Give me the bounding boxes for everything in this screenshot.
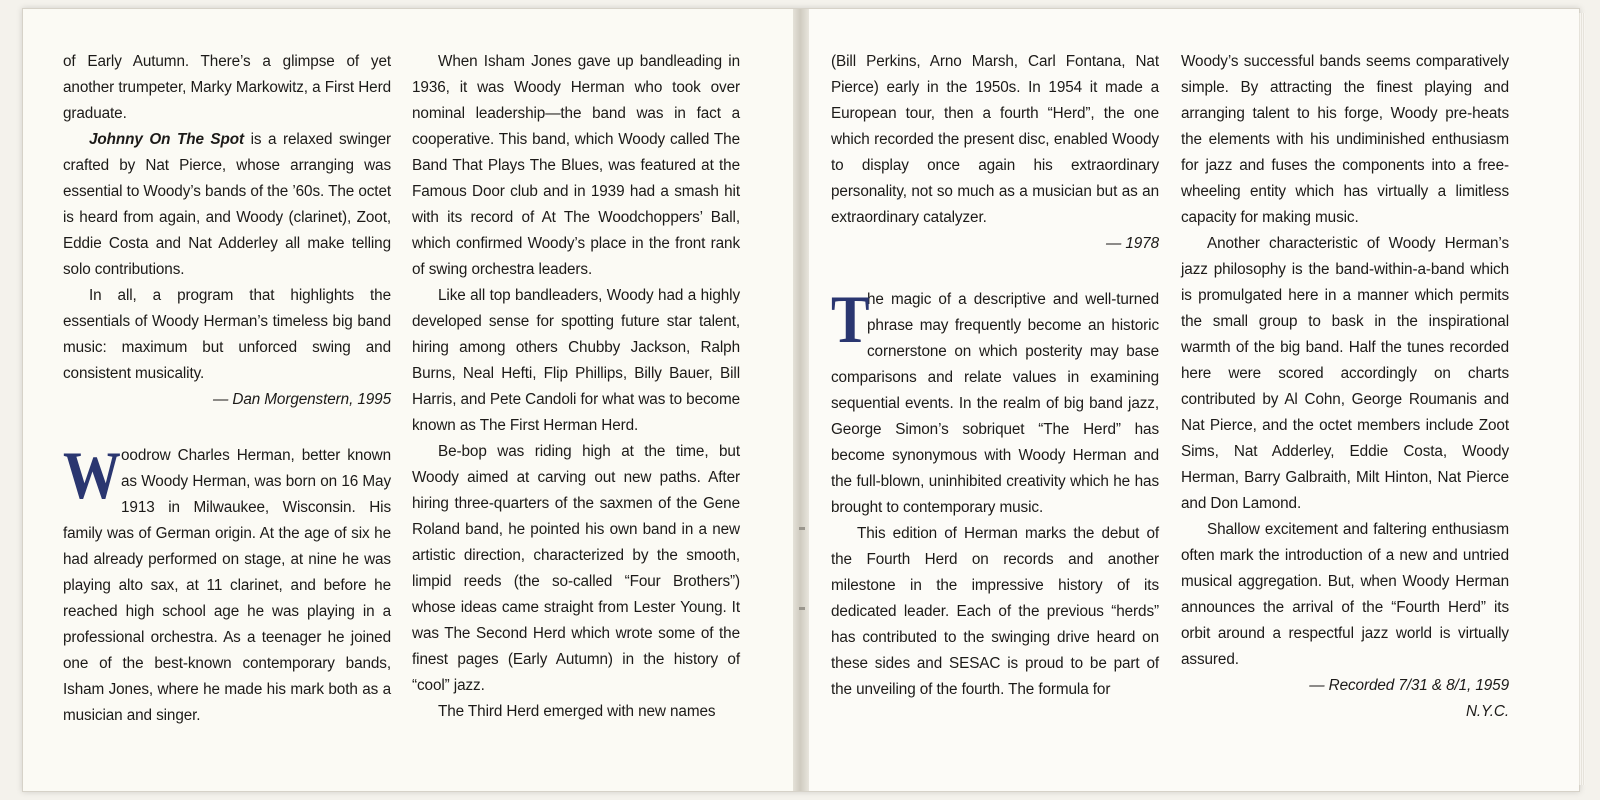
- drop-cap: T: [831, 281, 870, 357]
- drop-cap: W: [63, 437, 121, 513]
- staple: [799, 527, 805, 530]
- paragraph: Another characteristic of Woody Herman’s jazz philosophy is the band-within-a-band which is promulgated here in a manner which permits the small group to bask in the inspirational warmth of the big band. Half the tunes recorded here were scored accordingly on charts contributed by Al Cohn, George Roumanis and Nat Pierce, and the octet members include Zoot Sims, Nat Adderley, Eddie Costa, Woody Herman, Barry Galbraith, Milt Hinton, Nat Pierce and Don Lamond.: [1181, 235, 1509, 512]
- paragraph: Be-bop was riding high at the time, but Woody aimed at carving out new paths. After hiring three-quarters of the saxmen of the Gene Roland band, he pointed his own band in a new artistic direction, characterized by the smooth, limpid reeds (the so-called “Four Brothers”) whose ideas came straight from Lester Young. It was The Second Herd which wrote some of the finest pages (Early Autumn) in the history of “cool” jazz.: [412, 443, 740, 694]
- signature: — 1978: [1106, 235, 1159, 252]
- paragraph: Woody’s successful bands seems comparatively simple. By attracting the finest playing and arranging talent to his forge, Woody pre-heats the elements with his undiminished enthusiasm for jazz and fuses the components into a free-wheeling entity which has virtually a limitless capacity for making music.: [1181, 53, 1509, 226]
- paragraph: [831, 281, 1159, 521]
- paragraph: The Third Herd emerged with new names: [438, 703, 716, 720]
- paragraph: Shallow excitement and faltering enthusiasm often mark the introduction of a new and untried musical aggregation. But, when Woody Herman announces the arrival of the “Fourth Herd” its orbit around a respectful jazz world is virtually assured.: [1181, 521, 1509, 668]
- column-3: [831, 49, 1159, 703]
- spine-gutter: [793, 9, 809, 791]
- paragraph-text: oodrow Charles Herman, better known as Woody Herman, was born on 16 May 1913 in Milwaukee, Wisconsin. His family was of German origin. At the age of six he had already performed on stage, at nine he was playing alto sax, at 11 clarinet, and before he reached high school age he was playing in a professional orchestra. As a teenager he joined one of the best-known contemporary bands, Isham Jones, where he made his mark both as a musician and singer.: [63, 447, 391, 724]
- left-page: [23, 9, 793, 791]
- staple: [799, 607, 805, 610]
- paragraph: When Isham Jones gave up bandleading in 1936, it was Woody Herman who took over nominal leadership—the band was in fact a cooperative. This band, which Woody called The Band That Plays The Blues, was featured at the Famous Door club and in 1939 had a smash hit with its record of At The Woodchoppers’ Ball, which confirmed Woody’s place in the front rank of swing orchestra leaders.: [412, 53, 740, 278]
- signature: — Recorded 7/31 & 8/1, 1959: [1309, 677, 1509, 694]
- paragraph-text: is a relaxed swinger crafted by Nat Pierce, whose arranging was essential to Woody’s bands of the ’60s. The octet is heard from again, and Woody (clarinet), Zoot, Eddie Costa and Nat Adderley all make telling solo contributions.: [63, 131, 392, 278]
- page-edges: [1579, 13, 1585, 785]
- paragraph-text: he magic of a descriptive and well-turned phrase may frequently become an historic cornerstone on which posterity may base comparisons and relate values in examining sequential events. In the realm of big band jazz, George Simon’s sobriquet “The Herd” has become synonymous with Woody Herman and the full-blown, uninhibited creativity which he has brought to contemporary music.: [831, 291, 1159, 516]
- column-1: [63, 49, 391, 729]
- paragraph: (Bill Perkins, Arno Marsh, Carl Fontana, Nat Pierce) early in the 1950s. In 1954 it made a European tour, then a fourth “Herd”, the one which recorded the present disc, enabled Woody to display once again his extraordinary personality, not so much as a musician but as an extraordinary catalyzer.: [831, 53, 1159, 226]
- signature: — Dan Morgenstern, 1995: [213, 391, 391, 408]
- column-4: [1181, 49, 1509, 725]
- paragraph: In all, a program that highlights the essentials of Woody Herman’s timeless big band music: maximum but unforced swing and consistent musicality.: [63, 287, 391, 382]
- track-title: Johnny On The Spot: [89, 131, 245, 148]
- paragraph: of Early Autumn. There’s a glimpse of yet another trumpeter, Marky Markowitz, a First Herd graduate.: [63, 53, 391, 122]
- paragraph: Like all top bandleaders, Woody had a highly developed sense for spotting future star talent, hiring among others Chubby Jackson, Ralph Burns, Neal Hefti, Flip Phillips, Billy Bauer, Bill Harris, and Pete Candoli for what was to become known as The First Herman Herd.: [412, 287, 740, 434]
- column-2: [412, 49, 740, 725]
- signature-location: N.Y.C.: [1465, 703, 1509, 720]
- paragraph: [63, 127, 391, 283]
- paragraph: This edition of Herman marks the debut of the Fourth Herd on records and another milestone in the impressive history of its dedicated leader. Each of the previous “herds” has contributed to the swinging drive heard on these sides and SESAC is proud to be part of the unveiling of the fourth. The formula for: [831, 525, 1159, 698]
- right-page: [809, 9, 1579, 791]
- section-spacer: [831, 257, 1159, 287]
- booklet-spread: [22, 8, 1580, 792]
- paragraph: [63, 437, 391, 729]
